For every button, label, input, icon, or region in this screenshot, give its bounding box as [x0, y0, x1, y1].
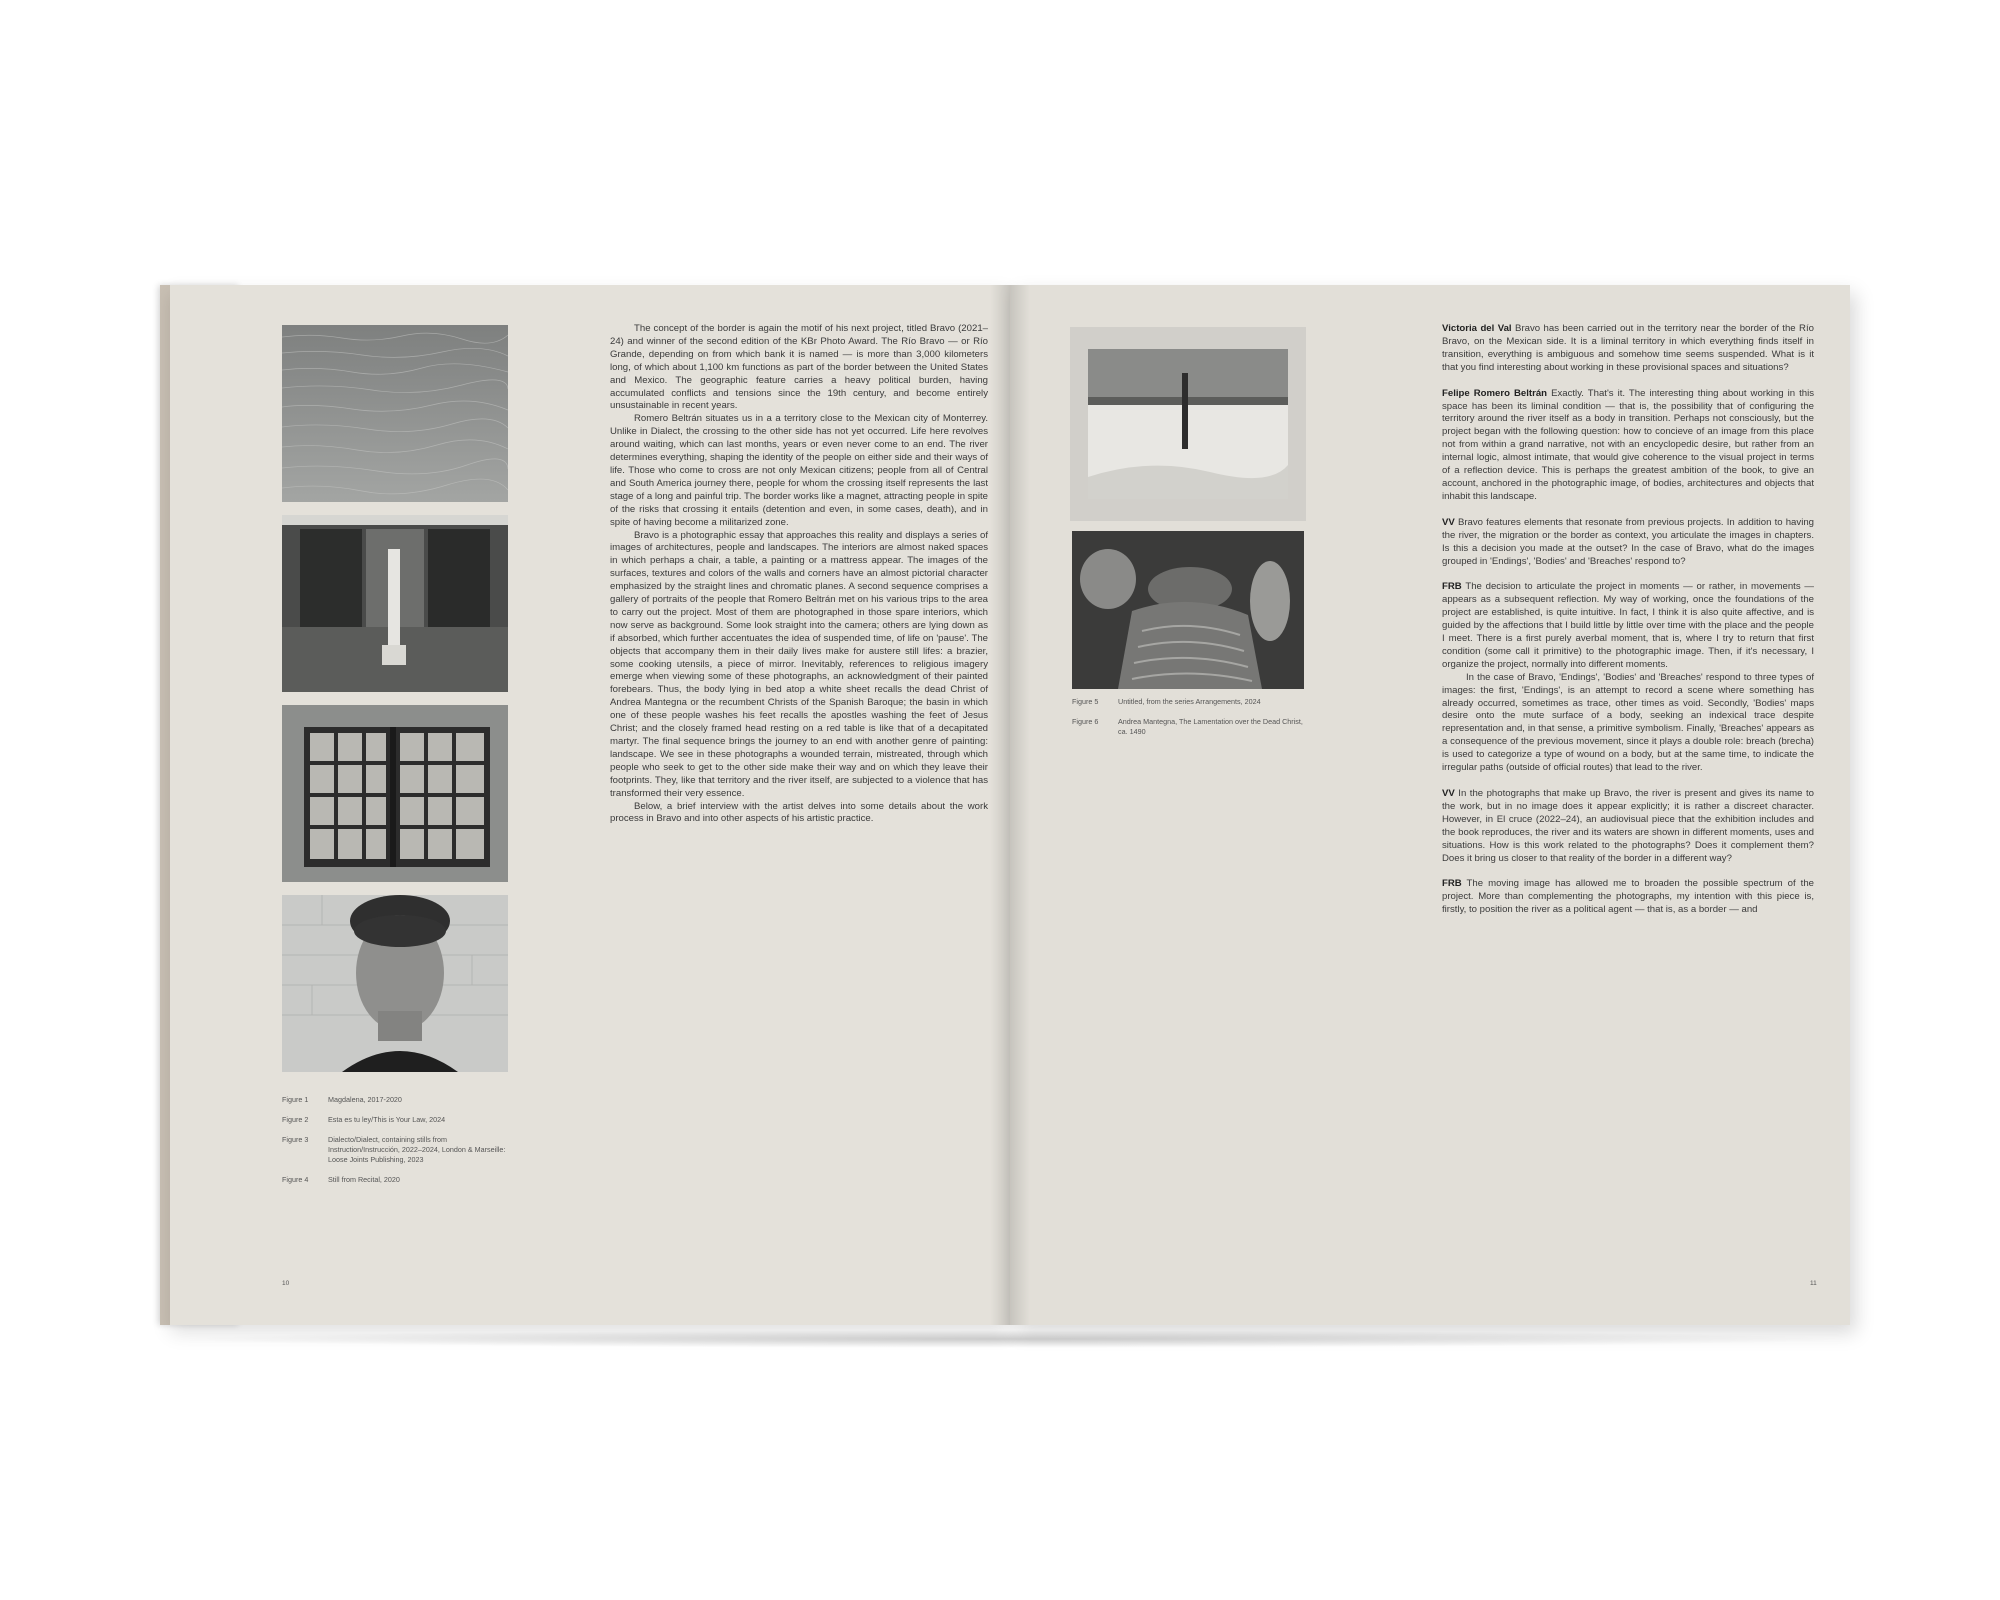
- speaker-name: Victoria del Val: [1442, 323, 1512, 334]
- caption-figure-5: Figure 5 Untitled, from the series Arrangements, 2024: [1072, 697, 1261, 706]
- speaker-name: FRB: [1442, 581, 1462, 593]
- interview-paragraph: FRB The moving image has allowed me to broaden the possible spectrum of the project. More than complementing the photographs, my intention with this piece is, firstly, to position the river as a political agent — that is, as a border — and: [1442, 878, 1814, 916]
- caption-figure-6: Figure 6 Andrea Mantegna, The Lamentation over the Dead Christ, ca. 1490: [1072, 717, 1303, 736]
- body-paragraph: Romero Beltrán situates us in a a territory close to the Mexican city of Monterrey. Unlike in Dialect, the crossing to the other side has not yet occurred. Life here revolves around waiting, which can last months, years or even never come to an end. The river determines everything, shaping the identity of the people on either side and their ways of life. Those who come to cross are not only Mexican citizens; people from all of Central and South America journey there, people for whom the crossing itself represents the last stage of a long and painful trip. The border works like a magnet, attracting people in spite of the risks that crossing it entails (detention and even, in some cases, death), and in spite of having become a militarized zone.: [610, 413, 988, 528]
- figure-5-landscape-photo: [1070, 327, 1306, 521]
- body-paragraph: Bravo is a photographic essay that approaches this reality and displays a series of images of architectures, people and landscapes. The interiors are almost naked spaces in which perhaps a chair, a table, a painting or a mattress appear. The images of the surfaces, textures and colors of the walls and corners have an almost pictorial character emphasized by the straight lines and chromatic planes. A second sequence comprises a gallery of portraits of the people that Romero Beltrán met on his various trips to the area to carry out the project. Most of them are photographed in those spare interiors, which now serve as background. Some look straight into the camera; others are lying down as if absorbed, which further accentuates the idea of suspended time, of life on 'pause'. The objects that accompany them in their daily lives make for austere still lifes: a brazier, some cooking utensils, a piece of mirror. Inevitably, references to religious imagery emerge when viewing some of these photographs, an acknowledgment of their painted forebears. Thus, the body lying in bed atop a white sheet recalls the dead Christ of Andrea Mantegna or the recumbent Christs of the Spanish Baroque; the basin in which one of these people washes his feet recalls the apostles washing the feet of Jesus Christ; and the closely framed head resting on a red table is like that of a decapitated martyr. The final sequence brings the journey to an end with another genre of painting: landscape. We see in these photographs a wounded terrain, mistreated, through which people who seek to get to the other side make their way and on which they leave their footprints. They, like that territory and the river itself, are subjected to a violence that has transformed their very essence.: [610, 529, 988, 799]
- caption-figure-4: Figure 4 Still from Recital, 2020: [282, 1175, 400, 1184]
- right-page: [1010, 285, 1850, 1325]
- speaker-name: VV: [1442, 788, 1455, 799]
- book-shadow: [170, 1330, 1850, 1348]
- speaker-name: FRB: [1442, 878, 1462, 890]
- interview-paragraph: Victoria del Val Bravo has been carried out in the territory near the border of the Río Bravo, on the Mexican side. It is a liminal territory in which everything finds itself in transition, everything is ambiguous and somehow time seems suspended. What is it that you find interesting about working in these provisional spaces and situations?: [1442, 323, 1814, 373]
- page-number-right: 11: [1810, 1280, 1817, 1287]
- caption-figure-1: Figure 1 Magdalena, 2017-2020: [282, 1095, 402, 1104]
- interview-paragraph: FRB The decision to articulate the project in moments — or rather, in movements — appears as a subsequent reflection. My way of working, once the foundations of the project are established, is quite intuitive. In fact, I think it is also quite affective, and is guided by the affections that I build little by little over time with the place and the people I meet. There is a first purely averbal moment, that is, where I try to return that first condition (some call it primitive) to the photographic image. Then, if it's necessary, I organize the project, normally into different moments.: [1442, 581, 1814, 670]
- figure-3-book-spread-photo: [282, 705, 508, 882]
- interview-paragraph: In the case of Bravo, 'Endings', 'Bodies' and 'Breaches' respond to three types of images: the first, 'Endings', is an attempt to record a scene where something has already occurred, sometimes as trace, other times as void. Secondly, 'Bodies' maps desire onto the mute surface of a body, seeking an indexical trace despite representation and, in that sense, a primitive symbolism. Finally, 'Breaches' appears as a consequence of the previous movement, since it plays a double role: breach (brecha) is used to categorize a type of wound on a body, but at the same time, to indicate the irregular paths (outside of official routes) that lead to the river.: [1442, 671, 1814, 774]
- interview-paragraph: VV Bravo features elements that resonate from previous projects. In addition to having the river, the migration or the border as context, you articulate the images in chapters. Is this a decision you made at the outset? In the case of Bravo, what do the images grouped in 'Endings', 'Bodies' and 'Breaches' respond to?: [1442, 516, 1814, 567]
- figure-4-portrait-photo: [282, 895, 508, 1072]
- right-figure-captions: [1072, 697, 1312, 747]
- caption-figure-2: Figure 2 Esta es tu ley/This is Your Law, 2024: [282, 1115, 446, 1124]
- book-gutter: [990, 285, 1030, 1325]
- interview-paragraph: Felipe Romero Beltrán Exactly. That's it. The interesting thing about working in this space has been its liminal condition — that is, the possibility that of configuring the territory around the river itself as a body in transition. Perhaps not consciously, but the project began with the following question: how to concieve of an image from this place not from within a grand narrative, not with an encyclopedic desire, but rather from an internal logic, almost intimate, that would give coherence to the visual project in terms of a reflection device. This is perhaps the greatest ambition of the book, to give an account, anchored in the photographic image, of bodies, architectures and objects that inhabit this landscape.: [1442, 387, 1814, 502]
- speaker-name: Felipe Romero Beltrán: [1442, 387, 1548, 399]
- open-book: [160, 285, 1850, 1325]
- left-figure-captions: [282, 1095, 512, 1195]
- left-body-text: [610, 323, 988, 826]
- interview-paragraph: VV In the photographs that make up Bravo, the river is present and gives its name to the work, but in no image does it appear explicitly; it is rather a discreet character. However, in El cruce (2022–24), an audiovisual piece that the exhibition includes and the book reproduces, the river and its waters are shown in different moments, uses and situations. How is this work related to the photographs? Does it complement them? Does it bring us closer to that reality of the border in a different way?: [1442, 788, 1814, 864]
- speaker-name: VV: [1442, 516, 1455, 528]
- figure-1-water-photo: [282, 325, 508, 502]
- figure-6-lamentation-painting: [1072, 531, 1304, 689]
- page-number-left: 10: [282, 1280, 290, 1287]
- body-paragraph: Below, a brief interview with the artist delves into some details about the work process in Bravo and into other aspects of his artistic practice.: [610, 800, 988, 825]
- left-page: [170, 285, 1010, 1325]
- caption-figure-3: Figure 3 Dialecto/Dialect, containing stills from Instruction/Instrucción, 2022–2024, London & Marseille: Loose Joints Publishing, 2023: [282, 1135, 506, 1164]
- figure-2-gallery-photo: [282, 515, 508, 692]
- interview-text: [1442, 323, 1814, 917]
- body-paragraph: The concept of the border is again the motif of his next project, titled Bravo (2021–24) and winner of the second edition of the KBr Photo Award. The Río Bravo — or Río Grande, depending on from which bank it is named — is more than 3,000 kilometers long, of which about 1,100 km functions as part of the border between the United States and Mexico. The geographic feature carries a heavy political burden, having accumulated conflicts and tensions since the 19th century, and become entirely unsustainable in recent years.: [610, 323, 988, 412]
